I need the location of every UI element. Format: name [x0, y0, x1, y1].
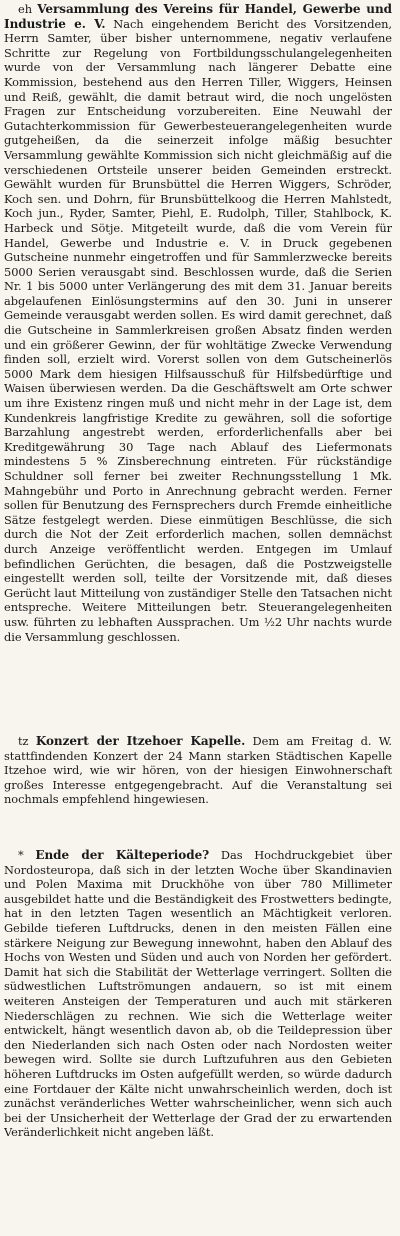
paragraph-heading: Versammlung des Vereins für Handel, Gewerbe und Industrie e. V. — [4, 2, 392, 31]
paragraph-body: Das Hochdruckgebiet über Nordosteuropa, daß sich in der letzten Woche über Skandinavien und Polen Maxima mit Druckhöhe von über 780 Millimeter ausgebildet hatte und die Beständigkeit des Frostwetters bedingte, hat in den letzten Tagen wesentlich an Mächtigkeit verloren. Gebilde tieferen Luftdrucks, denen in den meisten Fällen eine stärkere Neigung zur Bewegung innewohnt, haben den Ablauf des Hochs von Westen und Süden und auch von Norden her gefördert. Damit hat sich die Stabilität der Wetterlage verringert. Sollten die südwestlichen Luftströmungen andauern, so ist mit einem weiteren Ansteigen der Temperaturen und auch mit stärkeren Niederschlägen zu rechnen. Wie sich die Wetterlage weiter entwickelt, hängt wesentlich davon ab, ob die Teildepression über den Niederlanden sich nach Osten oder nach Nordosten weiter bewegen wird. Sollte sie durch Luftzufuhren aus den Gebieten höheren Luftdrucks im Osten aufgefüllt werden, so würde dadurch eine Fortdauer der Kälte nicht unwahrscheinlich werden, doch ist zunächst veränderliches Wetter wahrscheinlicher, wenn sich auch bei der Unsicherheit der Wetterlage der Grad der zu erwartenden Veränderlichkeit nicht angeben läßt. — [4, 848, 392, 1140]
newspaper-column — [4, 2, 392, 1234]
paragraph-body: Dem am Freitag d. W. stattfindenden Konzert der 24 Mann starken Städtischen Kapelle Itzehoe wird, wie wir hören, von der hiesigen Einwohnerschaft großes Interesse entgegengebracht. Auf die Veranstaltung sei nochmals empfehlend hingewiesen. — [4, 734, 392, 807]
paragraph-prefix: eh — [18, 2, 38, 16]
article-paragraph-concert — [4, 734, 392, 848]
article-paragraph-weather — [4, 848, 392, 1234]
paragraph-body: Nach eingehendem Bericht des Vorsitzenden, Herrn Samter, über bisher unternommene, negativ verlaufene Schritte zur Regelung von Fortbildungsschulangelegenheiten wurde von der Versammlung nach längerer Debatte eine Kommission, bestehend aus den Herren Tiller, Wiggers, Heinsen und Reiß, gewählt, die damit betraut wird, die noch ungelösten Fragen zur Entscheidung vorzubereiten. Eine Neuwahl der Gutachterkommission für Gewerbesteuerangelegenheiten wurde gutgeheißen, da die seinerzeit infolge mäßig besuchter Versammlung gewählte Kommission sich nicht gleichmäßig auf die verschiedenen Ortsteile unserer beiden Gemeinden erstreckt. Gewählt wurden für Brunsbüttel die Herren Wiggers, Schröder, Koch sen. und Dohrn, für Brunsbüttelkoog die Herren Mahlstedt, Koch jun., Ryder, Samter, Piehl, E. Rudolph, Tiller, Stahlbock, K. Harbeck und Sötje. Mitgeteilt wurde, daß die vom Verein für Handel, Gewerbe und Industrie e. V. in Druck gegebenen Gutscheine nunmehr eingetroffen und für Sammlerzwecke bereits 5000 Serien verausgabt sind. Beschlossen wurde, daß die Serien Nr. 1 bis 5000 unter Verlängerung des mit dem 31. Januar bereits abgelaufenen Einlösungstermins auf den 30. Juni in unserer Gemeinde verausgabt werden sollen. Es wird damit gerechnet, daß die Gutscheine in Sammlerkreisen großen Absatz finden werden und ein größerer Gewinn, der für wohltätige Zwecke Verwendung finden soll, erzielt wird. Vorerst sollen von dem Gutscheinerlös 5000 Mark dem hiesigen Hilfsausschuß für Hilfsbedürftige und Waisen überwiesen werden. Da die Geschäftswelt am Orte schwer um ihre Existenz ringen muß und nicht mehr in der Lage ist, dem Kundenkreis langfristige Kredite zu gewähren, soll die sofortige Barzahlung angestrebt werden, erforderlichenfalls aber bei Kreditgewährung 30 Tage nach Ablauf des Liefermonats mindestens 5 % Zinsberechnung eintreten. Für rückständige Schuldner soll ferner bei zweiter Rechnungsstellung 1 Mk. Mahngebühr und Porto in Anrechnung gebracht werden. Ferner sollen für Benutzung des Fernsprechers durch Fremde einheitliche Sätze festgelegt werden. Diese einmütigen Beschlüsse, die sich durch die Not der Zeit erforderlich machen, sollen demnächst durch Anzeige veröffentlicht werden. Entgegen im Umlauf befindlichen Gerüchten, die besagen, daß die Postzweigstelle eingestellt werden soll, teilte der Vorsitzende mit, daß dieses Gerücht laut Mitteilung von zuständiger Stelle den Tatsachen nicht entspreche. Weitere Mitteilungen betr. Steuerangelegenheiten usw. führten zu lebhaften Aussprachen. Um ½2 Uhr nachts wurde die Versammlung geschlossen. — [4, 16, 392, 644]
paragraph-prefix: tz — [18, 734, 36, 748]
paragraph-heading: Konzert der Itzehoer Kapelle. — [35, 734, 246, 748]
paragraph-heading: Ende der Kälteperiode? — [35, 848, 210, 862]
article-paragraph-association-meeting — [4, 2, 392, 734]
paragraph-prefix: * — [18, 848, 36, 862]
